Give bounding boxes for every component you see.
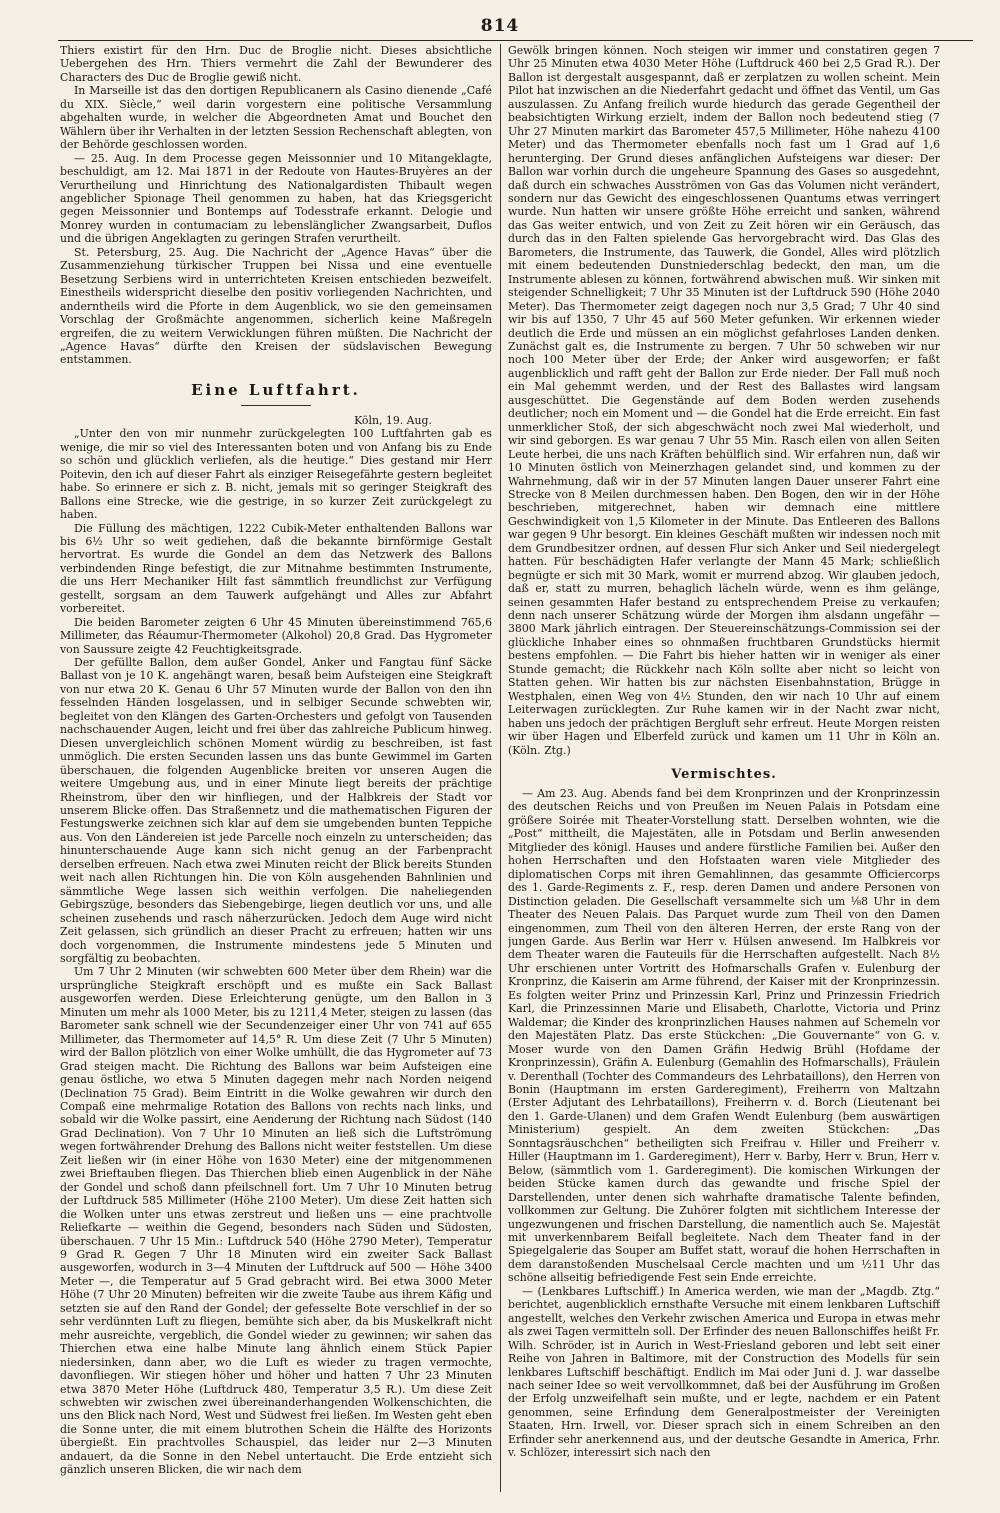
section-paragraph: — (Lenkbares Luftschiff.) In America werden, wie man der „Magdb. Ztg.“ berichtet, augenblicklich ernsthafte Versuche mit einem lenkbaren Luftschiff angestellt, welches den Verkehr zwischen America und Europa in etwas mehr als zwei Tagen vermitteln soll. Der Erfinder des neuen Ballonschiffes heißt Fr. Wilh. Schröder, ist in Aurich in West-Friesland geboren und lebt seit einer Reihe von Jahren in Baltimore, mit der Construction des Modells für sein lenkbares Luftschiff beschäftigt. Endlich im Mai oder Juni d. J. war dasselbe nach seiner Idee so weit vervollkommnet, daß bei der Ausführung im Großen der Erfolg unzweifelhaft sein mußte, und er legte, nachdem er ein Patent genommen, seine Erfindung dem Generalpostmeister der Vereinigten Staaten, Hrn. Irwell, vor. Dieser sprach sich in einem Schreiben an den Erfinder sehr anerkennend aus, und der deutsche Gesandte in America, Frhr. v. Schlözer, interessirt sich nach den — [508, 1284, 940, 1460]
article-paragraph: Um 7 Uhr 2 Minuten (wir schwebten 600 Meter über dem Rhein) war die ursprüngliche Steigkraft erschöpft und es mußte ein Sack Ballast ausgeworfen werden. Diese Erleichterung genügte, um den Ballon in 3 Minuten um mehr als 1000 Meter, bis zu 1211,4 Meter, steigen zu lassen (das Barometer sank schnell wie der Secundenzeiger einer Uhr von 741 auf 655 Millimeter, das Thermometer auf 14,5° R. Um diese Zeit (7 Uhr 5 Minuten) wird der Ballon plötzlich von einer Wolke umhüllt, die das Hygrometer auf 73 Grad steigen macht. Die Richtung des Ballons war beim Aufsteigen eine genau östliche, wo etwa 5 Minuten dagegen mehr nach Norden neigend (Declination 75 Grad). Beim Eintritt in die Wolke gewahren wir durch den Compaß eine mehrmalige Rotation des Ballons von rechts nach links, und sobald wir die Wolke passirt, eine Aenderung der Richtung nach Südost (140 Grad Declination). Von 7 Uhr 10 Minuten an ließ sich die Luftströmung wegen fortwährender Drehung des Ballons nicht weiter feststellen. Um diese Zeit ließen wir (in einer Höhe von 1630 Meter) eine der mitgenommenen zwei Brieftauben fliegen. Das Thierchen blieb einen Augenblick in der Nähe der Gondel und schoß dann pfeilschnell fort. Um 7 Uhr 10 Minuten betrug der Luftdruck 585 Millimeter (Höhe 2100 Meter). Um diese Zeit hatten sich die Wolken unter uns etwas zerstreut und ließen uns — eine prachtvolle Reliefkarte — weithin die Gegend, besonders nach Süden und Südosten, überschauen. 7 Uhr 15 Min.: Luftdruck 540 (Höhe 2790 Meter), Temperatur 9 Grad R. Gegen 7 Uhr 18 Minuten wird ein zweiter Sack Ballast ausgeworfen, wodurch in 3—4 Minuten der Luftdruck auf 500 — Höhe 3400 Meter —, die Temperatur auf 5 Grad gebracht wird. Bei etwa 3000 Meter Höhe (7 Uhr 20 Minuten) befreiten wir die zweite Taube aus ihrem Käfig und setzten sie auf den Rand der Gondel; der gefesselte Bote verschlief in der so sehr verdünnten Luft zu fliegen, bemühte sich aber, da bis Muskelkraft nicht mehr ausreichte, vergeblich, die Gondel wieder zu gewinnen; wir sahen das Thierchen etwa eine halbe Minute lang ähnlich einem Stück Papier niedersinken, dann aber, wo die Luft es wieder zu tragen vermochte, davonfliegen. Wir stiegen höher und höher und hatten 7 Uhr 23 Minuten etwa 3870 Meter Höhe (Luftdruck 480, Temperatur 3,5 R.). Um diese Zeit schwebten wir zwischen zwei übereinanderhangenden Wolkenschichten, die uns den Blick nach Nord, West und Südwest frei ließen. Im Westen geht eben die Sonne unter, die mit einem blutrothen Schein die Hälfte des Horizonts übergießt. Ein prachtvolles Schauspiel, das leider nur 2—3 Minuten andauert, da die Sonne in den Nebel untertaucht. Die Erde entzieht sich gänzlich unseren Blicken, die wir nach dem — [60, 965, 492, 1477]
article-paragraph: Die beiden Barometer zeigten 6 Uhr 45 Minuten übereinstimmend 765,6 Millimeter, das Réaumur-Thermometer (Alkohol) 20,8 Grad. Das Hygrometer von Saussure zeigte 42 Feuchtigkeitsgrade. — [60, 615, 492, 656]
article-continuation: Gewölk bringen können. Noch steigen wir immer und constatiren gegen 7 Uhr 25 Minuten etwa 4030 Meter Höhe (Luftdruck 460 bei 2,5 Grad R.). Der Ballon ist dergestalt ausgespannt, daß er zerplatzen zu wollen scheint. Mein Pilot hat inzwischen an die Niederfahrt gedacht und öffnet das Ventil, um Gas auszulassen. Zu Anfang freilich wurde hiedurch das gerade Gegentheil der beabsichtigten Wirkung erzielt, indem der Ballon noch bedeutend stieg (7 Uhr 27 Minuten markirt das Barometer 457,5 Millimeter, Höhe nahezu 4100 Meter) und das Thermometer ebenfalls noch fast um 1 Grad auf 1,6 herunterging. Der Grund dieses anfänglichen Aufsteigens war dieser: Der Ballon war vorhin durch die ungeheure Spannung des Gases so ausgedehnt, daß durch ein schwaches Ausströmen von Gas das Volumen nicht verändert, sondern nur das Gewicht des eingeschlossenen Quantums etwas verringert wurde. Nun hatten wir unsere größte Höhe erreicht und sanken, während das Gas weiter entwich, und von Zeit zu Zeit hören wir ein Geräusch, das durch das in den Falten spielende Gas hervorgebracht wird. Das Glas des Barometers, die Instrumente, das Tauwerk, die Gondel, Alles wird plötzlich mit einem bedeutenden Dunstniederschlag bedeckt, den man, um die Instrumente ablesen zu können, fortwährend abwischen muß. Wir sinken mit steigender Schnelligkeit; 7 Uhr 35 Minuten ist der Luftdruck 590 (Höhe 2040 Meter). Das Thermometer zeigt dagegen noch nur 3,5 Grad; 7 Uhr 40 sind wir bis auf 1350, 7 Uhr 45 auf 560 Meter gefunken. Wir erkennen wieder deutlich die Erde und müssen an ein möglichst gefahrloses Landen denken. Zunächst galt es, die Instrumente zu bergen. 7 Uhr 50 schweben wir nur noch 100 Meter über der Erde; der Anker wird ausgeworfen; er faßt augenblicklich und rafft geht der Ballon zur Erde nieder. Der Fall muß noch ein Mal gehemmt werden, und der Rest des Ballastes wird langsam ausgeschüttet. Die Gegenstände auf dem Boden werden zusehends deutlicher; noch ein Moment und — die Gondel hat die Erde erreicht. Ein fast unmerklicher Stoß, der sich abgeschwächt noch zwei Mal wiederholt, und wir sind geborgen. Es war genau 7 Uhr 55 Min. Rasch eilen von allen Seiten Leute herbei, die uns nach Kräften behülflich sind. Wir erfahren nun, daß wir 10 Minuten östlich von Meinerzhagen gelandet sind, und kommen zu der Wahrnehmung, daß wir in der 57 Minuten langen Dauer unserer Fahrt eine Strecke von 8 Meilen durchmessen haben. Den Bogen, den wir in der Höhe beschrieben, mitgerechnet, haben wir demnach eine mittlere Geschwindigkeit von 1,5 Kilometer in der Minute. Das Entleeren des Ballons war gegen 9 Uhr besorgt. Ein kleines Geschäft mußten wir indessen noch mit dem Grundbesitzer ordnen, auf dessen Flur sich Anker und Seil niedergelegt hatten. Für beschädigten Hafer verlangte der Mann 45 Mark; schließlich begnügte er sich mit 30 Mark, womit er murrend abzog. Wir glauben jedoch, daß er, statt zu murren, behaglich lächeln würde, wenn es ihm gelänge, seinen gesammten Hafer bestand zu entsprechendem Preise zu verkaufen; denn nach unserer Schätzung würde der Morgen ihm alsdann ungefähr — 3800 Mark jährlich eintragen. Der Steuereinschätzungs-Commission sei der glückliche Inhaber eines so ohnmaßen fruchtbaren Grundstücks hiermit bestens empfohlen. — Die Fahrt bis hieher hatten wir in weniger als einer Stunde gemacht; die Rückkehr nach Köln sollte aber nicht so leicht von Statten gehen. Wir hatten bis zur nächsten Eisenbahnstation, Brügge in Westphalen, einen Weg von 4½ Stunden, den wir nach 10 Uhr auf einem Leiterwagen zurücklegten. Zur Ruhe kamen wir in der Nacht zwar nicht, haben uns jedoch der prächtigen Bergluft sehr erfreut. Heute Morgen reisten wir über Hagen und Elberfeld zurück und kamen um 11 Uhr in Köln an. (Köln. Ztg.) — [508, 44, 940, 757]
article-dateline: Köln, 19. Aug. — [354, 413, 432, 427]
section-title: Vermischtes. — [671, 767, 777, 783]
article-paragraph: Die Füllung des mächtigen, 1222 Cubik-Meter enthaltenden Ballons war bis 6½ Uhr so weit gediehen, daß die bekannte birnförmige Gestalt hervortrat. Es wurde die Gondel an dem das Netzwerk des Ballons verbindenden Ringe befestigt, die zur Mitnahme bestimmten Instrumente, die uns Herr Mechaniker Hilt fast sämmtlich freundlichst zur Verfügung gestellt, sorgsam an dem Tauwerk aufgehängt und Alles zur Abfahrt vorbereitet. — [60, 521, 492, 616]
news-paragraph: — 25. Aug. In dem Processe gegen Meissonnier und 10 Mitangeklagte, beschuldigt, am 12. Mai 1871 in der Redoute von Hautes-Bruyères an der Verurtheilung und Hinrichtung des Nationalgardisten Thibault wegen angeblicher Spionage Theil genommen zu haben, hat das Kriegsgericht gegen Meissonnier und Bontemps auf Todesstrafe erkannt. Delogie und Monrey wurden in contumaciam zu lebenslänglicher Zwangsarbeit, Duflos und die übrigen Angeklagten zu geringen Strafen verurtheilt. — [60, 151, 492, 246]
news-paragraph: In Marseille ist das den dortigen Republicanern als Casino dienende „Café du XIX. Siècle,“ weil darin vorgestern eine politische Versammlung abgehalten wurde, in welcher die Abgeordneten Amat und Bouchet den Wählern über ihr Verhalten in der letzten Session Rechenschaft ablegten, von der Behörde geschlossen worden. — [60, 84, 492, 152]
article-paragraph: Der gefüllte Ballon, dem außer Gondel, Anker und Fangtau fünf Säcke Ballast von je 10 K. angehängt waren, besaß beim Aufsteigen eine Steigkraft von nur etwa 20 K. Genau 6 Uhr 57 Minuten wurde der Ballon von den ihn fesselnden Händen losgelassen, und in selbiger Secunde schwebten wir, begleitet von den Klängen des Garten-Orchesters und gefolgt von Tausenden nachschauender Augen, leicht und frei über das zahlreiche Publicum hinweg. Diesen unvergleichlich schönen Moment würdig zu beschreiben, ist fast unmöglich. Die ersten Secunden lassen uns das bunte Gewimmel im Garten überschauen, die folgenden Augenblicke breiten vor unseren Augen die weitere Umgebung aus, und in einer Minute liegt bereits der prächtige Rheinstrom, über den wir hinfliegen, und der Halbkreis der Stadt vor unserem Blicke offen. Das Straßennetz und die mathematischen Figuren der Festungswerke zeichnen sich klar auf dem sie umgebenden bunten Teppiche aus. Von den Ländereien ist jede Parcelle noch einzeln zu unterscheiden; das hinunterschauende Auge kann sich nicht genug an der Farbenpracht derselben erfreuen. Nach etwa zwei Minuten reicht der Blick bereits Stunden weit nach allen Richtungen hin. Die von Köln ausgehenden Bahnlinien und sämmtliche Wege lassen sich weithin verfolgen. Die naheliegenden Gebirgszüge, besonders das Siebengebirge, liegen deutlich vor uns, und alle scheinen zusehends und rasch näherzurücken. Jedoch dem Auge wird nicht Zeit gelassen, sich gründlich an dieser Pracht zu erfreuen; hatten wir uns doch vorgenommen, die Instrumente mindestens jede 5 Minuten und sorgfältig zu beobachten. — [60, 656, 492, 965]
page-number: 814 — [480, 16, 520, 36]
header-rule — [58, 40, 973, 41]
news-paragraph: St. Petersburg, 25. Aug. Die Nachricht der „Agence Havas“ über die Zusammenziehung türkischer Truppen bei Nissa und eine eventuelle Besetzung Serbiens wird in unterrichteten Kreisen entschieden bezweifelt. Einestheils widerspricht dieselbe den positiv vorliegenden Nachrichten, und anderntheils wird die Pforte in dem Augenblick, wo sie den gemeinsamen Vorschlag der Großmächte angenommen, sicherlich keine Maßregeln ergreifen, die zu weitern Verwicklungen führen müßten. Die Nachricht der „Agence Havas“ dürfte den Kreisen der südslavischen Bewegung entstammen. — [60, 245, 492, 367]
news-paragraph: Thiers existirt für den Hrn. Duc de Broglie nicht. Dieses absichtliche Uebergehen des Hrn. Thiers vermehrt die Zahl der Bewunderer des Characters des Duc de Broglie gewiß nicht. — [60, 44, 492, 84]
article-title: Eine Luftfahrt. — [191, 380, 361, 399]
left-column — [60, 44, 492, 1493]
article-paragraph: „Unter den von mir nunmehr zurückgelegten 100 Luftfahrten gab es wenige, die mir so viel des Interessanten boten und von Anfang bis zu Ende so schön und glücklich verliefen, als die heutige.“ Dies gestand mir Herr Poitevin, den ich auf dieser Fahrt als einziger Reisegefährte gestern begleitet habe. So erinnere er sich z. B. nicht, jemals mit so geringer Steigkraft des Ballons eine Strecke, wie die gestrige, in so kurzer Zeit zurückgelegt zu haben. — [60, 427, 492, 522]
section-paragraph: — Am 23. Aug. Abends fand bei dem Kronprinzen und der Kronprinzessin des deutschen Reichs und von Preußen im Neuen Palais in Potsdam eine größere Soirée mit Theater-Vorstellung statt. Derselben wohnten, wie die „Post“ mittheilt, die Majestäten, alle in Potsdam und Berlin anwesenden Mitglieder des königl. Hauses und andere fürstliche Familien bei. Außer den hohen Herrschaften und den Hofstaaten waren viele Mitglieder des diplomatischen Corps mit ihren Gemahlinnen, das gesammte Officiercorps des 1. Garde-Regiments z. F., resp. deren Damen und andere Personen von Distinction geladen. Die Gesellschaft versammelte sich um ⅛8 Uhr in dem Theater des Neuen Palais. Das Parquet wurde zum Theil von den Damen eingenommen, zum Theil von den älteren Herren, der erste Rang von der jungen Garde. Aus Berlin war Herr v. Hülsen anwesend. Im Halbkreis vor dem Theater waren die Fauteuils für die Herrschaften aufgestellt. Nach 8½ Uhr erschienen unter Vortritt des Hofmarschalls Grafen v. Eulenburg der Kronprinz, die Kaiserin am Arme führend, der Kaiser mit der Kronprinzessin. Es folgten weiter Prinz und Prinzessin Karl, Prinz und Prinzessin Friedrich Karl, die Prinzessinnen Marie und Elisabeth, Charlotte, Victoria und Prinz Waldemar; die Kinder des kronprinzlichen Hauses nahmen auf Schemeln vor den Majestäten Platz. Das erste Stückchen: „Die Gouvernante“ von G. v. Moser wurde von den Damen Gräfin Hedwig Brühl (Hofdame der Kronprinzessin), Gräfin A. Eulenburg (Gemahlin des Hofmarschalls), Fräulein v. Derenthall (Tochter des Commandeurs des Lehrbataillons), den Herren von Bonin (Hauptmann im ersten Garderegiment), Freiherrn von Maltzahn (Erster Adjutant des Lehrbataillons), Freiherrn v. d. Borch (Lieutenant bei den 1. Garde-Ulanen) und dem Grafen Wendt Eulenburg (bem auswärtigen Ministerium) gespielt. An dem zweiten Stückchen: „Das Sonntagsräuschchen“ betheiligten sich Freifrau v. Hiller und Freiherr v. Hiller (Hauptmann im 1. Garderegiment), Herr v. Barby, Herr v. Brun, Herr v. Below, (sämmtlich vom 1. Garderegiment). Die komischen Wirkungen der beiden Stücke kamen durch das gewandte und frische Spiel der Darstellenden, unter denen sich wahrhafte dramatische Talente befinden, vollkommen zur Geltung. Die Zuhörer folgten mit sichtlichem Interesse der ungezwungenen und frischen Darstellung, die namentlich auch Se. Majestät mit unverkennbarem Beifall begleitete. Nach dem Theater fand in der Spiegelgalerie das Souper am Buffet statt, worauf die hohen Herrschaften in dem daranstoßenden Muschelsaal Cercle machten und um ½11 Uhr das schöne allseitig befriedigende Fest sein Ende erreichte. — [508, 787, 940, 1285]
right-column — [508, 44, 940, 1493]
title-rule — [241, 405, 311, 406]
column-divider — [500, 44, 501, 1492]
